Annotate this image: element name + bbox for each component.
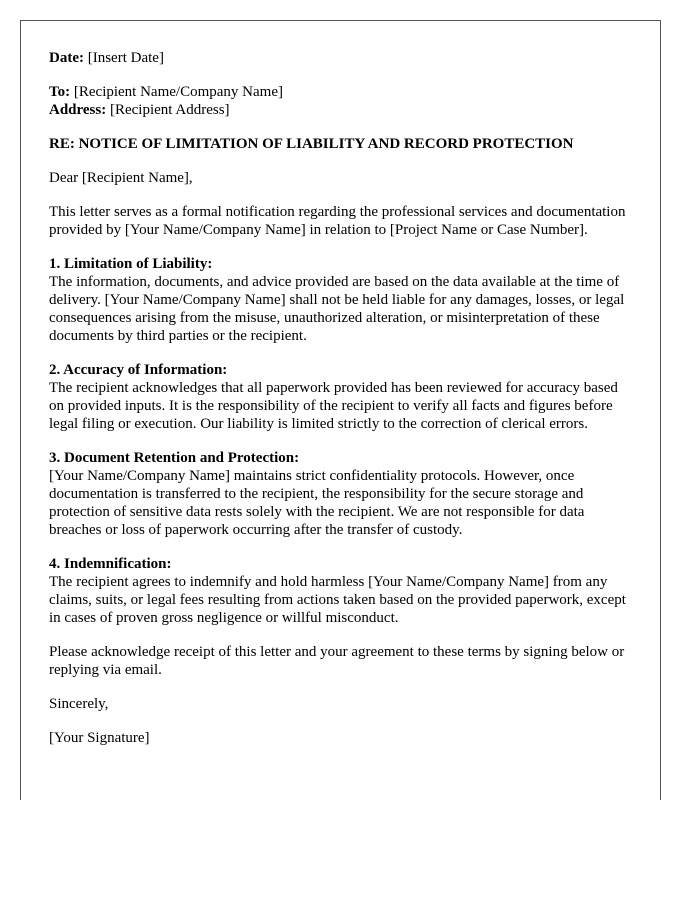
letter-header xyxy=(49,49,634,119)
to-line xyxy=(49,83,634,101)
to-label: To: xyxy=(49,84,71,100)
section-indemnification xyxy=(49,555,634,627)
address-label: Address: xyxy=(49,102,107,118)
section-heading: 2. Accuracy of Information: xyxy=(49,362,228,378)
section-heading: 4. Indemnification: xyxy=(49,556,172,572)
to-value: [Recipient Name/Company Name] xyxy=(73,84,283,100)
subject-line: RE: NOTICE OF LIMITATION OF LIABILITY AND RECORD PROTECTION xyxy=(49,136,574,152)
closing: Sincerely, xyxy=(49,696,109,712)
section-body: [Your Name/Company Name] maintains strict confidentiality protocols. However, once documentation is transferred to the recipient, the responsibility for the secure storage and protection of sensitive data rests solely with the recipient. We are not responsible for data breaches or loss of paperwork occurring after the transfer of custody. xyxy=(49,468,585,538)
signature: [Your Signature] xyxy=(49,730,150,746)
address-value: [Recipient Address] xyxy=(109,102,230,118)
section-body: The recipient agrees to indemnify and hold harmless [Your Name/Company Name] from any claims, suits, or legal fees resulting from actions taken based on the provided paperwork, except in cases of proven gross negligence or willful misconduct. xyxy=(49,574,626,626)
section-accuracy-of-information xyxy=(49,361,634,433)
date-line xyxy=(49,49,634,67)
date-value: [Insert Date] xyxy=(87,50,164,66)
salutation: Dear [Recipient Name], xyxy=(49,170,193,186)
section-body: The information, documents, and advice provided are based on the data available at the time of delivery. [Your Name/Company Name] shall not be held liable for any damages, losses, or legal consequences arising from the misuse, unauthorized alteration, or misinterpretation of these documents by third parties or the recipient. xyxy=(49,274,625,344)
intro-paragraph: This letter serves as a formal notification regarding the professional services and documentation provided by [Your Name/Company Name] in relation to [Project Name or Case Number]. xyxy=(49,204,626,238)
letter-page xyxy=(20,20,661,800)
section-heading: 3. Document Retention and Protection: xyxy=(49,450,300,466)
letter-content xyxy=(49,49,634,763)
section-limitation-of-liability xyxy=(49,255,634,345)
section-heading: 1. Limitation of Liability: xyxy=(49,256,213,272)
section-body: The recipient acknowledges that all paperwork provided has been reviewed for accuracy based on provided inputs. It is the responsibility of the recipient to verify all facts and figures before legal filing or execution. Our liability is limited strictly to the correction of clerical errors. xyxy=(49,380,618,432)
section-document-retention xyxy=(49,449,634,539)
closing-paragraph: Please acknowledge receipt of this letter and your agreement to these terms by signing below or replying via email. xyxy=(49,644,625,678)
date-label: Date: xyxy=(49,50,84,66)
address-line xyxy=(49,101,634,119)
